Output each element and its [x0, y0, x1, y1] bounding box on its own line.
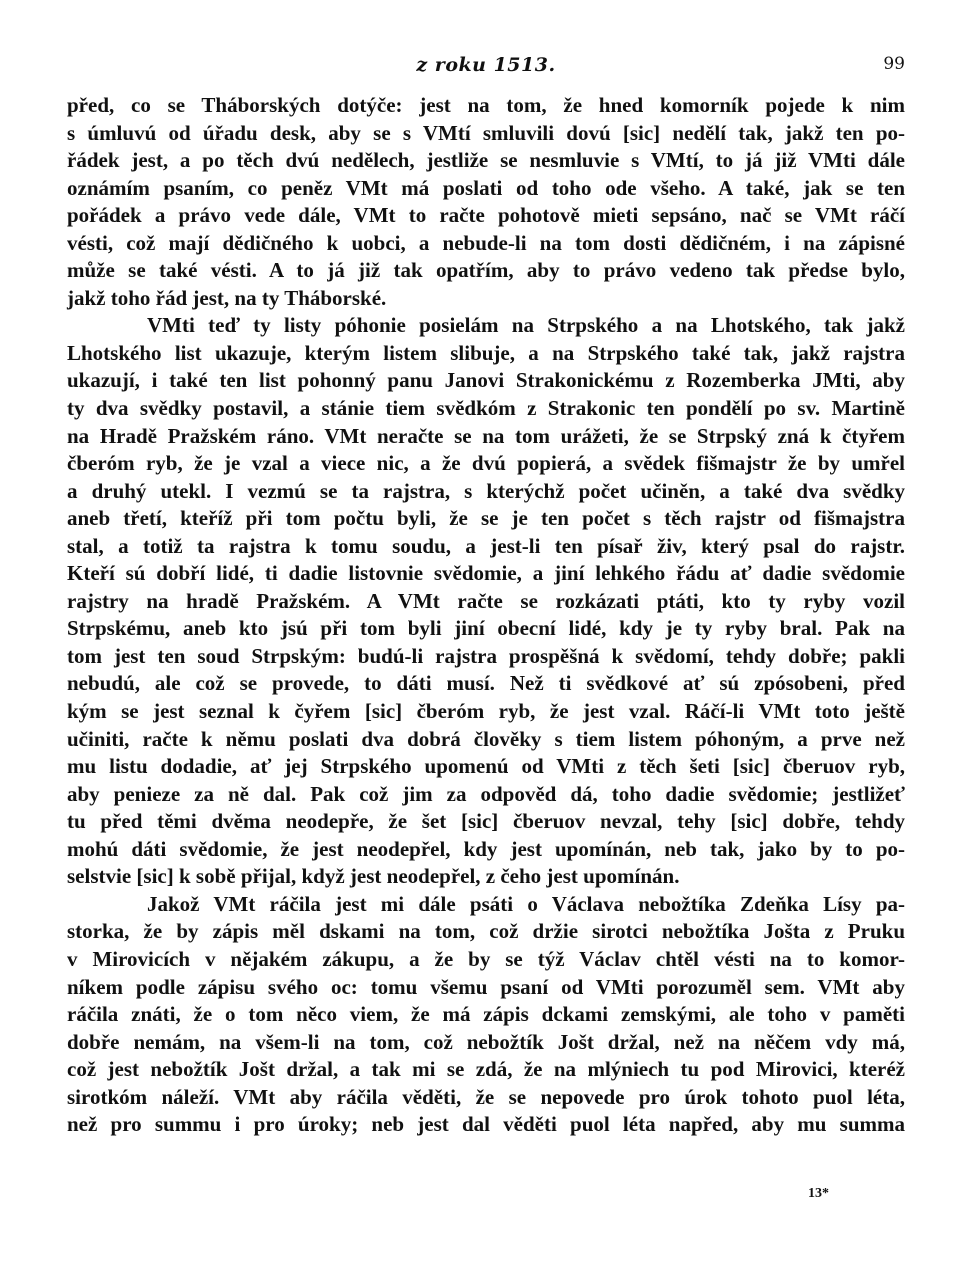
text-line: Jakož VMt ráčila jest mi dále psáti o Václava nebožtíka Zdeňka Lísy pa-: [147, 891, 905, 916]
text-line: na Hradě Pražském ráno. VMt neračte se na tom urážeti, že se Strpský zná k čtyřem: [67, 423, 905, 448]
running-title: z roku 1513.: [416, 54, 556, 76]
text-line: aneb třetí, kteříž při tom počtu byli, že se je ten počet s těch rajstr od fišmajstra: [67, 506, 905, 531]
text-line: nebudú, ale což se provede, to dáti musí. Než ti svědkové ať sú zpósobeni, před: [67, 671, 905, 696]
text-line: v Mirovicích v nějakém zákupu, a že by se týž Václav chtěl vésti na to komor-: [67, 946, 905, 971]
text-line: než pro summu i pro úroky; neb jest dal věděti puol léta napřed, aby mu summa: [67, 1112, 905, 1137]
text-line: tom jest ten soud Strpským: budú-li rajstra prospěšná k svědomí, tehdy dobře; pakli: [67, 643, 905, 668]
text-line: s úmluvú od úřadu desk, aby se s VMtí smluvili dovú [sic] nedělí tak, jakž ten po-: [67, 120, 905, 145]
text-line: vésti, což mají dědičného k uobci, a nebude-li na tom dosti dědičném, i na zápisné: [67, 230, 905, 255]
text-line: rajstry na hradě Pražském. A VMt račte se rozkázati ptáti, kto ty ryby vozil: [67, 588, 905, 613]
text-line: Kteří sú dobří lidé, ti dadie listovnie svědomie, a jiní lehkého řádu ať dadie svědomie: [67, 561, 905, 586]
text-line: selstvie [sic] k sobě přijal, když jest neodepřel, z čeho jest upomínán.: [67, 864, 680, 889]
text-line: Lhotského list ukazuje, kterým listem slibuje, a na Strpského také tak, jakž rajstra: [67, 340, 905, 365]
body-text: [67, 92, 905, 1139]
text-line: sirotkóm náleží. VMt aby ráčila věděti, že se nepovede pro úrok tohoto puol léta,: [67, 1084, 905, 1109]
text-line: ráčila znáti, že o tom něco viem, že má zápis dckami zemskými, ale toho v paměti: [67, 1002, 905, 1027]
text-line: může se také vésti. A to já již tak opatřím, aby to právo vedeno tak předse bylo,: [67, 258, 905, 283]
text-line: a druhý utekl. I vezmú se ta rajstra, s kterýchž počet učiněn, a také dva svědky: [67, 478, 905, 503]
page-number: 99: [883, 54, 905, 74]
text-line: storka, že by zápis měl dskami na tom, což držie sirotci nebožtíka Jošta z Pruku: [67, 919, 905, 944]
text-line: VMti teď ty listy póhonie posielám na Strpského a na Lhotského, tak jakž: [147, 313, 905, 338]
text-line: jakž toho řád jest, na ty Tháborské.: [67, 285, 387, 310]
text-line: níkem podle zápisu svého oc: tomu všemu psaní od VMti porozuměl sem. VMt aby: [67, 974, 905, 999]
text-line: mohú dáti svědomie, že jest neodepřel, kdy jest upomínán, neb tak, jako by to po-: [67, 836, 905, 861]
text-line: mu listu dodadie, ať jej Strpského upomenú od VMti z těch šeti [sic] čberuov ryb,: [67, 754, 905, 779]
text-line: Strpskému, aneb kto jsú při tom byli jiní obecní lidé, kdy je ty ryby bral. Pak na: [67, 616, 905, 641]
text-line: dobře nemám, na všem-li na tom, což nebožtík Jošt držal, než na něčem vdy má,: [67, 1029, 905, 1054]
text-line: před, co se Tháborských dotýče: jest na tom, že hned komorník pojede k nim: [67, 93, 905, 117]
text-line: tu před těmi dvěma neodepře, že šet [sic] čberuov nevzal, tehy [sic] dobře, tehdy: [67, 809, 905, 834]
text-line: ty dva svědky postavil, a stánie tiem svědkóm z Strakonic ten pondělí po sv. Martině: [67, 396, 905, 421]
text-line: což jest nebožtík Jošt držal, a tak mi se zdá, že na mlýniech tu pod Mirovici, kteréž: [67, 1057, 905, 1082]
text-line: oznámím psaním, co peněz VMt má poslati od toho ode všeho. A také, jak se ten: [67, 175, 905, 200]
text-line: řádek jest, a po těch dvú nedělech, jestliže se nesmluvie s VMtí, to já již VMti dále: [67, 148, 905, 173]
signature-mark: 13*: [808, 1186, 829, 1201]
running-header: [67, 54, 905, 84]
text-line: ukazují, i také ten list pohonný panu Janovi Strakonickému z Rozemberka JMti, aby: [67, 368, 905, 393]
text-line: kým se jest seznal k čyřem [sic] čberóm ryb, že jest vzal. Ráčí-li VMt toto ještě: [67, 699, 905, 724]
text-line: pořádek a právo vede dále, VMt to račte pohotově mieti sepsáno, nač se VMt ráčí: [67, 203, 905, 228]
text-line: aby penieze za ně dal. Pak což jim za odpověd dá, toho dadie svědomie; jestližeť: [67, 781, 905, 806]
text-line: stal, a totiž ta rajstra k tomu soudu, a jest-li ten písař živ, který psal do rajstr.: [67, 533, 905, 558]
text-line: čberóm ryb, že je vzal a viece nic, a že dvú popierá, a svědek fišmajstr že by umřel: [67, 451, 905, 476]
text-line: učiniti, račte k němu poslati dva dobrá člověky s tiem listem póhoným, a prve než: [67, 726, 905, 751]
